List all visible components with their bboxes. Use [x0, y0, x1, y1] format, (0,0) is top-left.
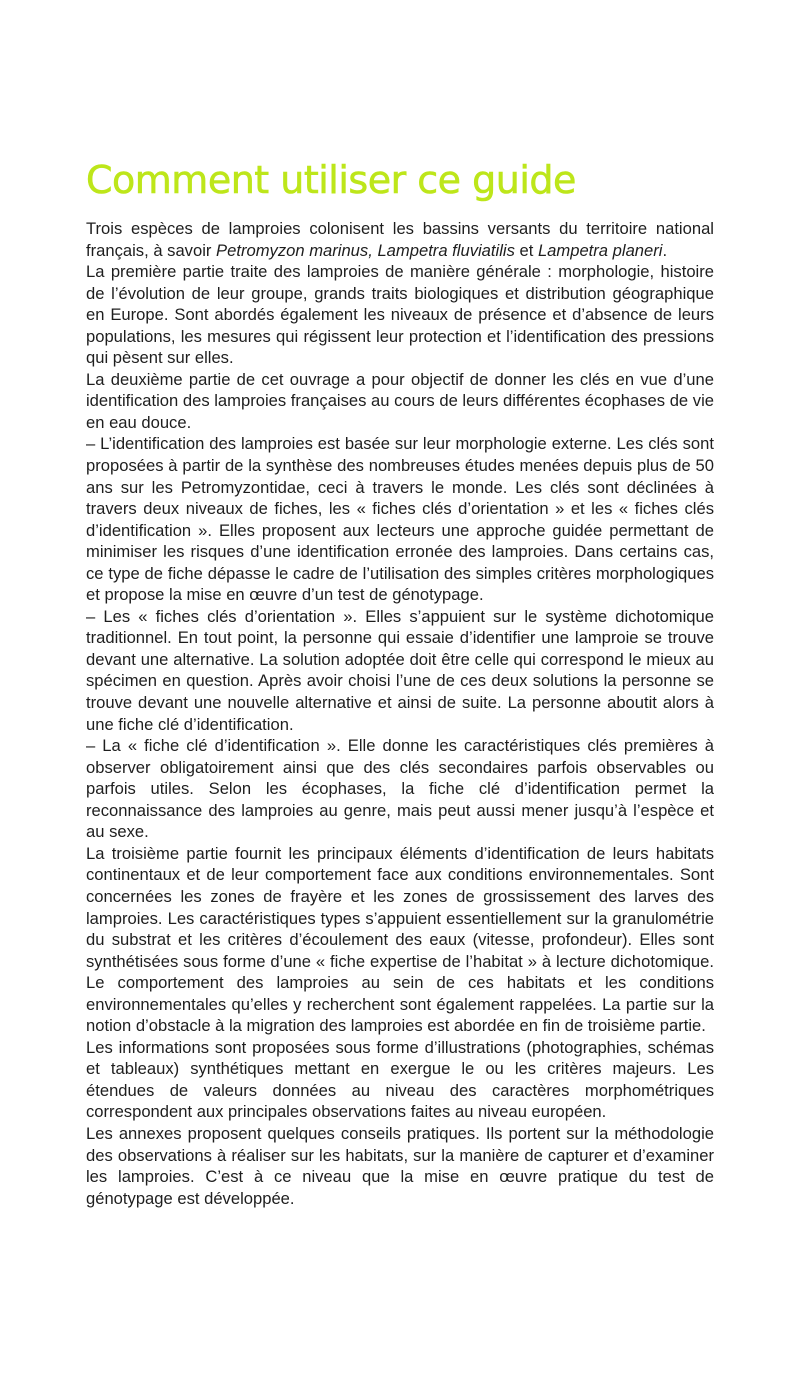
species-name-lampetra-fluviatilis: Lampetra fluviatilis [377, 240, 515, 260]
intro-text: Trois espèces de lamproies colonisent les bassins versants du territoire national français, à savoir [86, 219, 714, 260]
paragraph-information: Les informations sont proposées sous forme d’illustrations (photographies, schémas et tableaux) synthétiques mettant en exergue le ou les critères majeurs. Les étendues de valeurs données au niveau des caractères morphométriques correspondent aux principales observations faites au niveau européen. [86, 1037, 714, 1122]
paragraph-third-part: La troisième partie fournit les principaux éléments d’identification de leurs habitats continentaux et de leur comportement face aux conditions environnementales. Sont concernées les zones de frayère et les zones de grossissement des larves des lamproies. Les caractéristiques types s’appuient essentiellement sur la granulométrie du substrat et les critères d’écoulement des eaux (vitesse, profondeur). Elles sont synthétisées sous forme d’une « fiche expertise de l’habitat » à lecture dichotomique. Le comportement des lamproies au sein de ces habitats et les conditions environnementales qu’elles y recherchent sont également rappelées. La partie sur la notion d’obstacle à la migration des lamproies est abordée en fin de troisième partie. [86, 843, 714, 1036]
paragraph-orientation-keys: – Les « fiches clés d’orientation ». Elles s’appuient sur le système dichotomique traditionnel. En tout point, la personne qui essaie d’identifier une lamproie se trouve devant une alternative. La solution adoptée doit être celle qui correspond le mieux au spécimen en question. Après avoir choisi l’une de ces deux solutions la personne se trouve devant une nouvelle alternative et ainsi de suite. La personne aboutit alors à une fiche clé d’identification. [86, 606, 714, 734]
paragraph-identification: – L’identification des lamproies est basée sur leur morphologie externe. Les clés sont proposées à partir de la synthèse des nombreuses études menées depuis plus de 50 ans sur les Petromyzontidae, ceci à travers le monde. Les clés sont déclinées à travers deux niveaux de fiches, les « fiches clés d’orientation » et les « fiches clés d’identification ». Elles proposent aux lecteurs une approche guidée permettant de minimiser les risques d’une identification erronée des lamproies. Dans certains cas, ce type de fiche dépasse le cadre de l’utilisation des simples critères morphologiques et propose la mise en œuvre d’un test de génotypage. [86, 434, 714, 605]
intro-paragraph [86, 218, 714, 261]
paragraph-identification-key: – La « fiche clé d’identification ». Elle donne les caractéristiques clés premières à observer obligatoirement ainsi que des clés secondaires parfois observables ou parfois utiles. Selon les écophases, la fiche clé d’identification permet la reconnaissance des lamproies au genre, mais peut aussi mener jusqu’à l’espèce et au sexe. [86, 736, 714, 842]
species-name-lampetra-planeri: Lampetra planeri [537, 240, 663, 260]
paragraph-first-part: La première partie traite des lamproies de manière générale : morphologie, histoire de l’évolution de leur groupe, grands traits biologiques et distribution géographique en Europe. Sont abordés également les niveaux de présence et d’absence de leurs populations, les mesures qui régissent leur protection et l’identification des pressions qui pèsent sur elles. [86, 262, 714, 368]
paragraph-annexes: Les annexes proposent quelques conseils pratiques. Ils portent sur la méthodologie des observations à réaliser sur les habitats, sur la manière de capturer et d’examiner les lamproies. C’est à ce niveau que la mise en œuvre pratique du test de génotypage est développée. [86, 1123, 714, 1208]
species-name-petromyzon-marinus: Petromyzon marinus, [216, 240, 373, 260]
paragraph-second-part: La deuxième partie de cet ouvrage a pour objectif de donner les clés en vue d’une identification des lamproies françaises au cours de leurs différentes écophases de vie en eau douce. [86, 369, 714, 432]
intro-text-middle: et [514, 240, 538, 260]
document-page [86, 150, 714, 1209]
page-title: Comment utiliser ce guide [86, 158, 576, 202]
body-text [86, 218, 714, 1209]
intro-text-end: . [662, 240, 668, 260]
